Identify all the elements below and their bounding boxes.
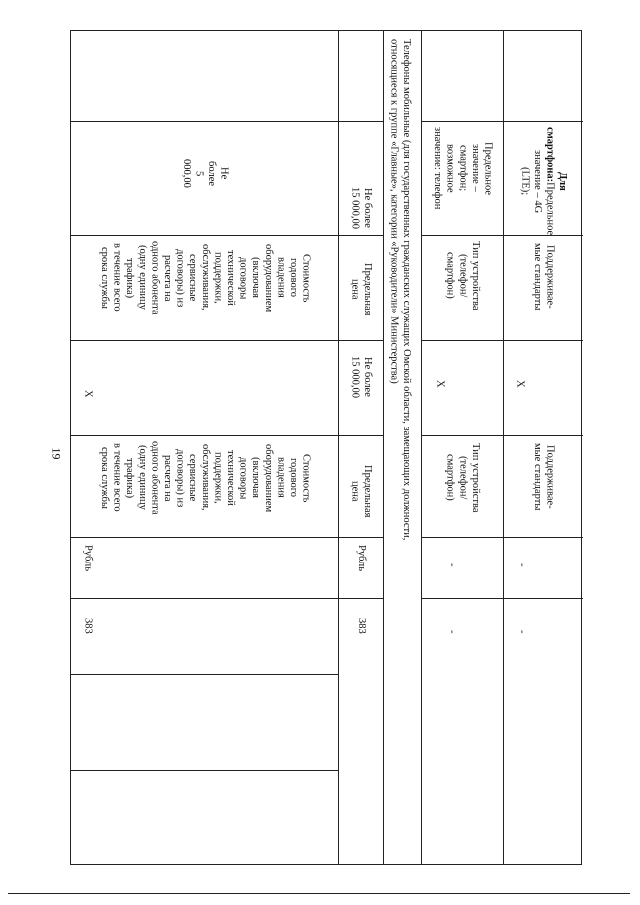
row4-val2: Предельное значение – 4G (LTE); [519, 149, 556, 236]
row3-name1-cell [421, 435, 503, 537]
row3-name2-cell [421, 235, 503, 340]
row2-num: 383 [355, 618, 367, 634]
row3-name1: Тип устройства (телефон/ смартфон) [444, 443, 481, 513]
row1-name1: Стоимость годового владения оборудованием (включая договоры технической поддержки, обслуживания, сервисные договоры) из расчета на одного абонента (одну единицу трафика) в течение всего срока службы [99, 441, 312, 515]
row4-name1-cell [503, 435, 583, 537]
row2-val1-cell [338, 340, 383, 435]
column-divider [71, 674, 338, 675]
bottom-rule [8, 893, 630, 894]
row2-name1-cell [338, 435, 383, 537]
row2-unit: Рубль [355, 545, 367, 572]
row3-name2: Тип устройства (телефон/ смартфон) [444, 241, 481, 311]
row1-name2-cell [71, 235, 338, 340]
row1-num-cell [71, 598, 338, 674]
row1-val1: X [82, 390, 94, 398]
column-divider [71, 770, 338, 771]
row2-num-cell [338, 598, 383, 674]
rotated-table [70, 30, 582, 865]
row4-val2-bold: Для смартфона: [544, 127, 569, 191]
row3-val2-cell [421, 121, 503, 235]
row4-val2-wrap [518, 127, 568, 235]
row3-unit: - [446, 563, 458, 567]
row3-unit-cell [421, 537, 503, 598]
row1-val2-cell [71, 31, 338, 188]
row1-unit-cell [71, 537, 338, 598]
row1-num: 383 [82, 618, 94, 634]
row4-val2-cell [503, 121, 583, 235]
row4-num-cell [503, 598, 583, 674]
row2-name2: Предельная цена [349, 263, 374, 316]
row4-unit: - [516, 563, 528, 567]
row1-name1-cell [71, 435, 338, 537]
row4-name1: Поддерживае- мые стандарты [532, 443, 556, 511]
row4-val1: X [514, 380, 526, 388]
row2-val2-cell [338, 121, 383, 235]
row4-unit-cell [503, 537, 583, 598]
row1-unit: Рубль [82, 545, 94, 572]
row3-val1-cell [421, 340, 503, 435]
row2-name2-cell [338, 235, 383, 340]
row3-val2: Предельное значение – смартфон; возможное значение: телефон [432, 127, 494, 210]
row3-num: - [446, 630, 458, 634]
column-divider [71, 121, 338, 122]
row4-name2: Поддерживае- мые стандарты [532, 243, 556, 311]
row2-name1: Предельная цена [349, 465, 374, 518]
row2-unit-cell [338, 537, 383, 598]
row3-val1: X [434, 380, 446, 388]
row2-val1: Не более 15 000,00 [349, 356, 374, 398]
row1-name2: Стоимость годового владения оборудованием (включая договоры технической поддержки, обслуживания, сервисные договоры) из расчета на одного абонента (одну единицу трафика) в течение всего срока службы [99, 241, 312, 315]
row4-val1-cell [503, 340, 583, 435]
section-header: Телефоны мобильные (для государственных гражданских служащих Омской области, замещающих должности, относящиеся к группе «Главные», категории «Руководители» Министерства) [388, 39, 413, 541]
row4-num: - [516, 630, 528, 634]
row4-name2-cell [503, 235, 583, 340]
row1-val1-cell [71, 340, 338, 435]
page-number: 19 [49, 447, 64, 460]
row3-num-cell [421, 598, 503, 674]
row2-val2: Не более 15 000,00 [349, 187, 374, 229]
row1-val2: Не более 5 000,00 [180, 159, 230, 188]
section-header-cell [383, 31, 421, 674]
